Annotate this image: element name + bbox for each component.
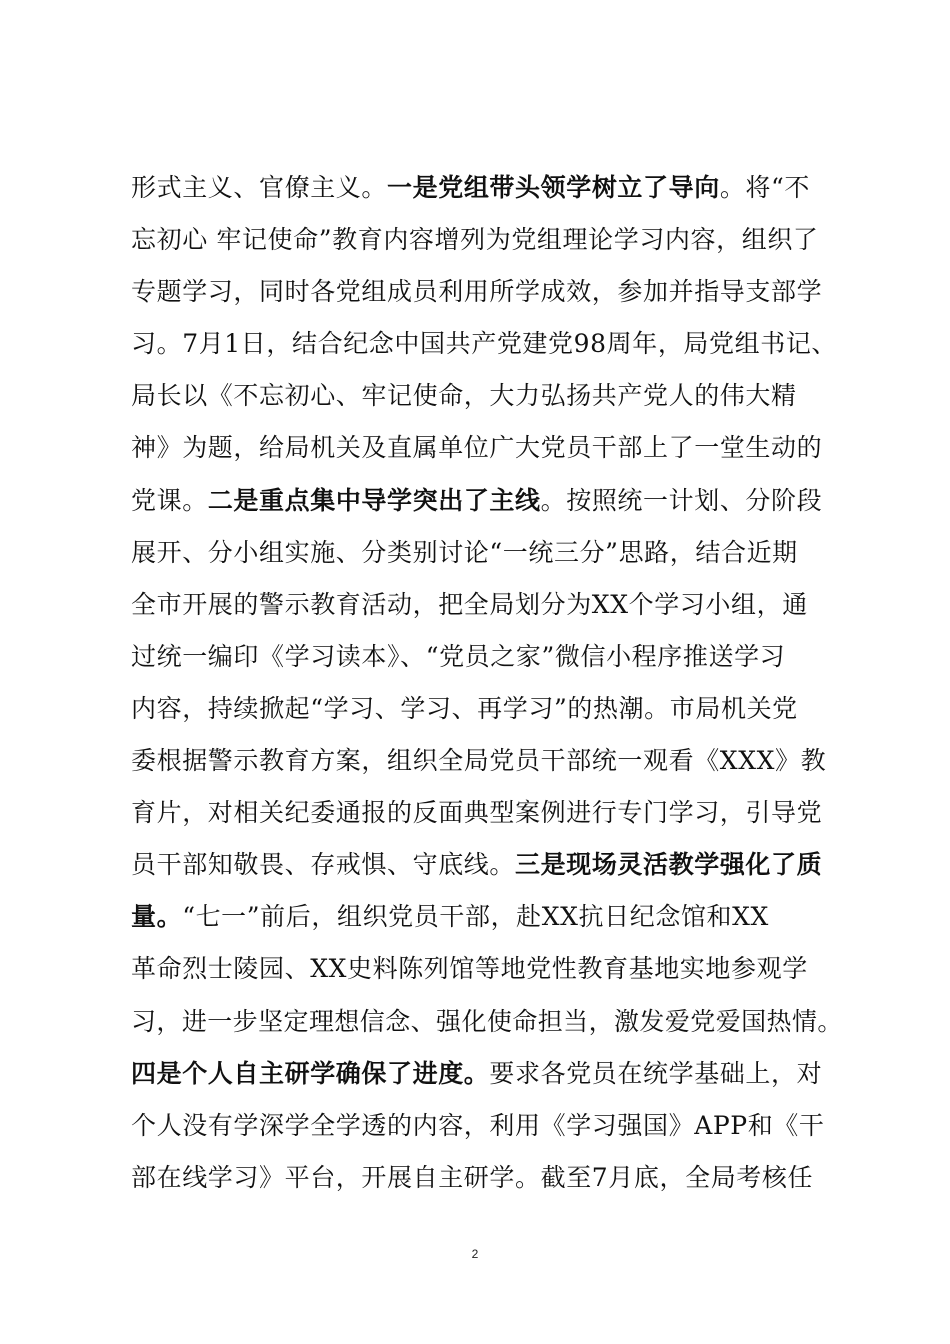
text-line	[131, 683, 841, 735]
text-segment: 忘初心 牢记使命”教育内容增列为党组理论学习内容，组织了	[131, 225, 819, 255]
text-segment: 内容，持续掀起“学习、学习、再学习”的热潮。市局机关党	[131, 693, 798, 723]
bold-heading-segment: 一是党组带头领学树立了导向	[387, 173, 720, 202]
text-segment: 局长以《不忘初心、牢记使命，大力弘扬共产党人的伟大精	[131, 381, 797, 411]
text-line	[131, 370, 841, 422]
text-line	[131, 1152, 841, 1204]
text-line	[131, 735, 841, 787]
text-line	[131, 162, 841, 214]
text-segment: 要求各党员在统学基础上，对	[489, 1058, 823, 1088]
text-line	[131, 787, 841, 839]
bold-heading-segment: 四是个人自主研学确保了进度。	[131, 1058, 490, 1088]
text-segment: 。将“不	[719, 173, 811, 202]
text-line	[131, 579, 841, 631]
text-segment: 革命烈士陵园、XX史料陈列馆等地党性教育基地实地参观学	[131, 954, 808, 984]
text-segment: 个人没有学深学全学透的内容，利用《学习强国》APP和《干	[131, 1110, 825, 1140]
text-segment: 专题学习，同时各党组成员利用所学成效，参加并指导支部学	[131, 277, 823, 307]
text-segment: “七一”前后，组织党员干部，赴XX抗日纪念馆和XX	[182, 902, 769, 932]
text-line	[131, 422, 841, 474]
bold-heading-segment: 二是重点集中导学突出了主线	[207, 485, 541, 515]
text-segment: 党课。	[131, 485, 208, 515]
text-segment: 习，进一步坚定理想信念、强化使命担当，激发爱党爱国热情。	[131, 1006, 843, 1036]
text-segment: 全市开展的警示教育活动，把全局划分为XX个学习小组，通	[131, 589, 808, 619]
text-line	[131, 1100, 841, 1152]
text-line	[131, 943, 841, 995]
text-segment: 委根据警示教育方案，组织全局党员干部统一观看《XXX》教	[131, 746, 827, 776]
text-segment: 神》为题，给局机关及直属单位广大党员干部上了一堂生动的	[131, 433, 823, 463]
body-paragraph	[131, 162, 841, 1204]
text-segment: 过统一编印《学习读本》、“党员之家”微信小程序推送学习	[131, 641, 786, 671]
text-line	[131, 475, 841, 527]
text-segment: 习。7月1日，结合纪念中国共产党建党98周年，局党组书记、	[131, 329, 838, 359]
text-line	[131, 318, 841, 370]
text-segment: 育片，对相关纪委通报的反面典型案例进行专门学习，引导党	[131, 798, 823, 828]
text-segment: 形式主义、官僚主义。	[131, 173, 388, 202]
text-segment: 部在线学习》平台，开展自主研学。截至7月底，全局考核任	[131, 1162, 814, 1192]
text-line	[131, 1048, 841, 1100]
text-line	[131, 266, 841, 318]
bold-heading-segment: 三是现场灵活教学强化了质	[515, 850, 823, 880]
text-line	[131, 214, 841, 266]
text-segment: 。按照统一计划、分阶段	[540, 485, 823, 515]
text-line	[131, 996, 841, 1048]
text-line	[131, 631, 841, 683]
text-line	[131, 891, 841, 943]
text-line	[131, 527, 841, 579]
page-number: 2	[471, 1247, 479, 1261]
bold-heading-segment: 量。	[131, 902, 183, 932]
text-segment: 展开、分小组实施、分类别讨论“一统三分”思路，结合近期	[131, 537, 798, 567]
text-segment: 员干部知敬畏、存戒惧、守底线。	[131, 850, 516, 880]
text-line	[131, 839, 841, 891]
